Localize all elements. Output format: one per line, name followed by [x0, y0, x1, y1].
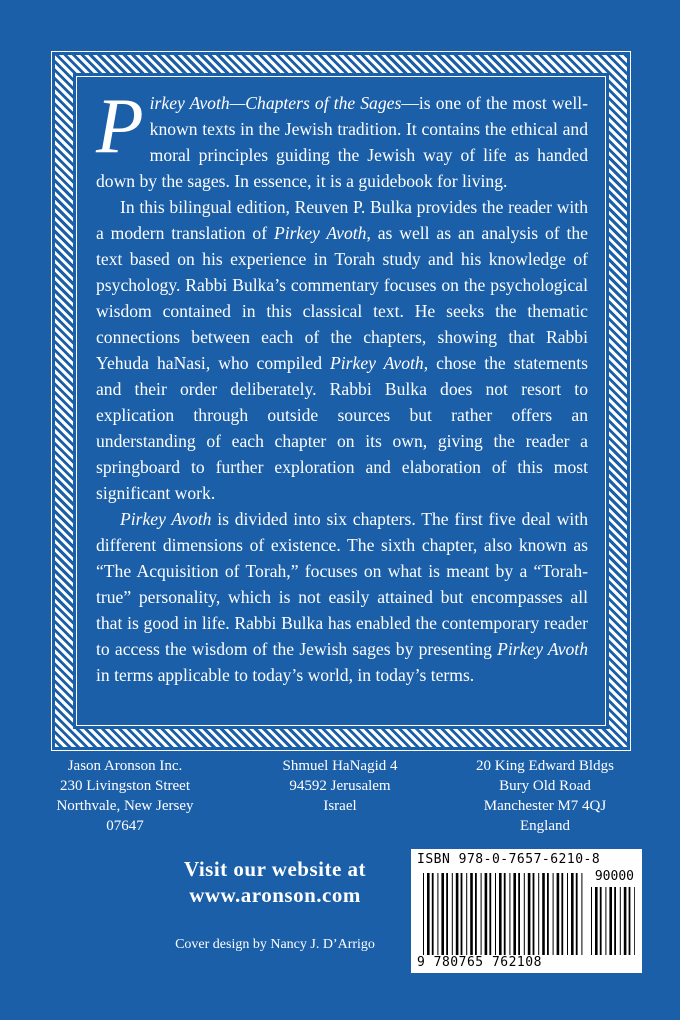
barcode-bar	[466, 873, 467, 955]
barcode-bar	[489, 873, 491, 955]
address-line: Israel	[323, 798, 357, 814]
barcode-bar	[542, 873, 545, 955]
address-line: Jason Aronson Inc.	[67, 758, 183, 774]
barcode-bar	[561, 873, 563, 955]
barcode-bar	[452, 873, 453, 955]
barcode-bar	[437, 873, 438, 955]
barcode-bar	[614, 887, 616, 955]
price-code: 90000	[594, 869, 634, 884]
barcode-bar	[581, 873, 582, 955]
barcode-bar	[605, 887, 606, 955]
barcode-bar	[600, 887, 602, 955]
barcode-bar	[485, 873, 488, 955]
barcode-bar	[504, 873, 506, 955]
book-title: irkey Avoth—Chapters of the Sages	[149, 93, 402, 113]
address-line: England	[520, 818, 570, 834]
address-line: Bury Old Road	[499, 778, 591, 794]
book-title: Pirkey Avoth	[330, 353, 424, 373]
website-promo	[150, 856, 400, 908]
isbn-barcode	[411, 849, 642, 973]
ean-barcode	[423, 873, 583, 955]
barcode-bar	[524, 873, 525, 955]
cover-credit: Cover design by Nancy J. D’Arrigo	[175, 937, 375, 952]
barcode-bar	[533, 873, 535, 955]
barcode-bar	[461, 873, 463, 955]
dropcap: P	[96, 82, 144, 169]
barcode-bar	[624, 887, 627, 955]
barcode-bar	[576, 873, 578, 955]
book-title: Pirkey Avoth	[120, 509, 212, 529]
address-line: Northvale, New Jersey	[56, 798, 194, 814]
blurb-text: —is one of the most well-known texts in the Jewish tradition. It contains the ethical and moral principles guiding the Jewish way of life as handed down by the sages. In essence, it is a guidebook for living.	[96, 93, 588, 191]
barcode-bar	[509, 873, 510, 955]
barcode-bar	[629, 887, 631, 955]
address-usa	[50, 756, 200, 836]
blurb-text: is divided into six chapters. The first five deal with different dimensions of existence. The sixth chapter, also known as “The Acquisition of Torah,” focuses on what is meant by a “Torah-true” personality, which is not easily attained but encompasses all that is good in life. Rabbi Bulka has enabled the contemporary reader to access the wisdom of the Jewish sages by presenting	[96, 509, 589, 659]
barcode-bar	[446, 873, 448, 955]
barcode-bar	[441, 873, 444, 955]
barcode-bar	[470, 873, 473, 955]
barcode-bar	[620, 887, 621, 955]
blurb-paragraph-2	[96, 194, 588, 506]
barcode-bar	[423, 873, 424, 955]
barcode-bar	[528, 873, 531, 955]
blurb-text: In this bilingual edition, Reuven P. Bulka provides the reader with a modern translation of	[96, 197, 588, 243]
barcode-bar	[553, 873, 554, 955]
address-england	[460, 756, 630, 836]
barcode-bar	[481, 873, 482, 955]
barcode-bar	[634, 887, 635, 955]
barcode-bar	[518, 873, 520, 955]
address-line: Shmuel HaNagid 4	[282, 758, 398, 774]
website-url: www.aronson.com	[189, 883, 361, 907]
address-line: Manchester M7 4QJ	[483, 798, 607, 814]
barcode-bar	[513, 873, 516, 955]
address-israel	[255, 756, 425, 816]
barcode-bar	[557, 873, 560, 955]
barcode-bar	[456, 873, 459, 955]
barcode-bar	[609, 887, 612, 955]
blurb-text: , as well as an analysis of the text based on his experience in Torah study and his knowledge of psychology. Rabbi Bulka’s commentary focuses on the psychological wisdom contained in this classical text. He seeks the thematic connections between each of the chapters, showing that Rabbi Yehuda haNasi, who compiled	[96, 223, 588, 373]
blurb-paragraph-1	[96, 82, 588, 194]
blurb-text: , chose the statements and their order deliberately. Rabbi Bulka does not resort to explication through outside sources but rather offers an understanding of each chapter on its own, giving the reader a springboard to further exploration and elaboration of this most significant work.	[96, 353, 588, 503]
barcode-bar	[591, 887, 592, 955]
barcode-bar	[547, 873, 549, 955]
blurb-text: in terms applicable to today’s world, in today’s terms.	[96, 665, 475, 685]
address-line: 230 Livingston Street	[60, 778, 190, 794]
barcode-bar	[567, 873, 568, 955]
blurb	[96, 82, 589, 688]
barcode-bar	[538, 873, 539, 955]
ean-digits: 9 780765 762108	[417, 955, 542, 970]
book-title: Pirkey Avoth	[497, 639, 588, 659]
book-title: Pirkey Avoth	[273, 223, 367, 243]
blurb-paragraph-3	[96, 506, 588, 688]
barcode-bar	[499, 873, 502, 955]
isbn-label: ISBN 978-0-7657-6210-8	[417, 852, 601, 867]
barcode-bar	[427, 873, 430, 955]
address-line: 94592 Jerusalem	[289, 778, 391, 794]
barcode-bar	[432, 873, 434, 955]
address-line: 20 King Edward Bldgs	[476, 758, 614, 774]
barcode-bar	[475, 873, 477, 955]
address-line: 07647	[106, 818, 144, 834]
barcode-bar	[595, 887, 598, 955]
barcode-bar	[495, 873, 496, 955]
website-label: Visit our website at	[183, 857, 367, 881]
barcode-bar	[571, 873, 574, 955]
price-barcode	[591, 887, 635, 955]
